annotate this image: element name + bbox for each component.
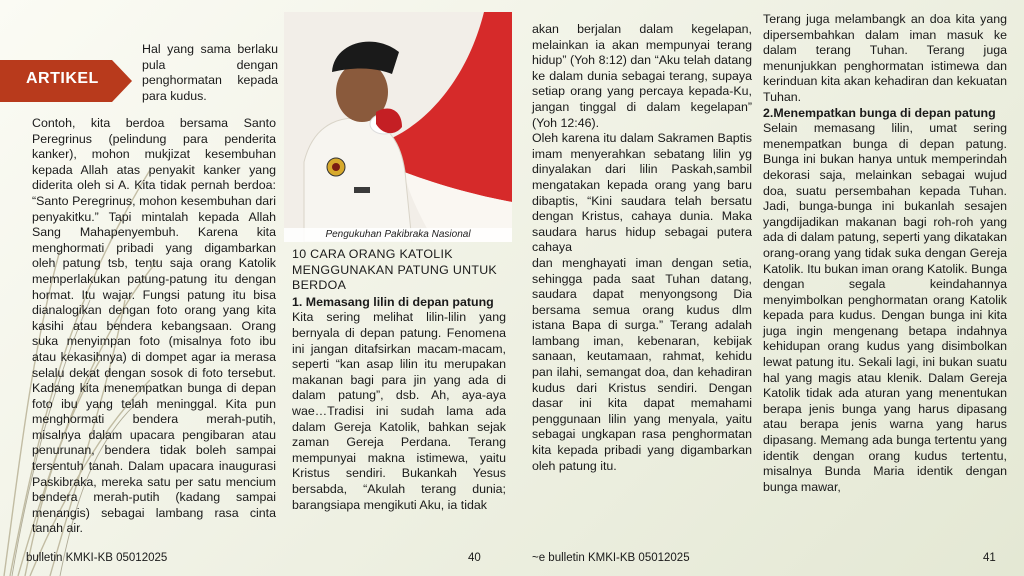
col2-body-text: Kita sering melihat lilin-lilin yang bernyala di depan patung. Fenomena ini jangan ditafsirkan macam-macam, seperti “kan asap lilin itu merupakan makanan bagi para jin yang ada di dalam patung”, dsb. Ah, aya-aya wae…Tradisi ini sudah lama ada dalam Gereja Katolik, bahkan sejak zaman Gereja Perdana. Terang mempunyai makna istimewa, yaitu Kristus sendiri. Bukankah Yesus bersabda, “Akulah terang dunia; barangsiapa mengikuti Aku, ia tidak <box>292 310 506 512</box>
col4 <box>763 12 1007 495</box>
col4-body-text: Selain memasang lilin, umat sering menempatkan bunga di depan patung. Bunga ini bukan hanya untuk memperindah dekorasi saja, melainkan sebagai wujud doa, suatu persembahan kepada Tuhan. Jadi, bunga-bunga ini bukanlah sesajen yangdijadikan makanan bagi roh-roh yang ada di dalam patung, seperti yang dikatakan orang-orang yang tidak suka dengan Gereja Katolik. Itu bukan iman orang Katolik. Bunga dengan segala keindahannya menyimbolkan penghormatan orang Katolik kepada para kudus. Dengan bunga ini kita juga ingin mengenang betapa indahnya kehidupan orang kudus yang disimbolkan lewat patung itu. Sekali lagi, ini bukan suatu hal yang magis atau klenik. Dalam Gereja Katolik tidak ada aturan yang menentukan berapa jenis bunga yang harus dipasang atau berapa jenis warna yang harus dipasang. Memang ada bunga tertentu yang identik dengan orang kudus tertentu, misalnya Bunda Maria identik dengan bunga mawar, <box>763 121 1007 494</box>
col3-paragraph-2: Oleh karena itu dalam Sakramen Baptis imam menyerahkan sebatang lilin yg dinyalakan dari lilin Paskah,sambil mengatakan kepada orang yang baru dibaptis, “Kini saudara telah bersatu dengan Kristus, cahaya dunia. Maka saudara harus hidup sebagai putera cahaya <box>532 131 752 255</box>
artikel-label: ARTIKEL <box>26 70 99 87</box>
photo-paskibraka <box>284 12 512 242</box>
photo-caption: Pengukuhan Pakibraka Nasional <box>284 228 512 242</box>
photo-illustration <box>284 12 512 242</box>
article-title: 10 CARA ORANG KATOLIK MENGGUNAKAN PATUNG UNTUK BERDOA <box>292 247 498 293</box>
section-heading-2: 2.Menempatkan bunga di depan patung <box>763 105 996 120</box>
col1-intro-text: Hal yang sama berlaku pula dengan penghormatan kepada para kudus. <box>142 42 278 103</box>
col1-body <box>32 116 276 537</box>
footer-bulletin-right: ~e bulletin KMKI-KB 05012025 <box>532 552 690 564</box>
section-heading-1: 1. Memasang lilin di depan patung <box>292 294 494 309</box>
col3-paragraph-3: dan menghayati iman dengan setia, sehingga pada saat Tuhan datang, saudara dapat menyongsong Dia bersama semua orang kudus dlm istana Bapa di surga.” Terang adalah lambang iman, kebenaran, kebijak sanaan, keutamaan, rahmat, kehidu pan ilahi, semangat doa, dan kehadiran kudus dari Kristus sendiri. Dengan dasar ini kita dapat memahami penggunaan lilin yang menyala, yaitu sebagai ungkapan rasa penghormatan kita kepada pribadi yang digambarkan oleh patung itu. <box>532 255 752 473</box>
col1-body-text: Contoh, kita berdoa bersama Santo Peregrinus (pelindung para penderita kanker), mohon mukjizat kesembuhan kepada Allah atas penyakit kanker yang diderita oleh si A. Kita tidak pernah berdoa: “Santo Peregrinus, mohon kesembuhan dari penyakitku.” Tapi mintalah kepada Allah Sang Mahapenyembuh. Karena kita menghormati pribadi yang digambarkan oleh patung tsb, tentu saja orang Katolik memperlakukan patung-patung itu dengan hormat. Itu wajar. Fungsi patung itu bisa dianalogikan dengan foto orang yang kita kasihi atau bendera kebangsaan. Orang suka menyimpan foto (misalnya foto ibu atau kekasihnya) di dompet agar ia merasa selalu dekat dengan sosok di foto tersebut. Kadang kita menempatkan bunga di depan foto ibu yang telah meninggal. Kita pun menghormati bendera merah-putih, misalnya dalam upacara pengibaran atau penurunan, bendera tidak boleh sampai tersentuh tanah. Dalam upacara inaugurasi Paskibraka, mereka satu per satu mencium bendera merah-putih (kadang sampai menangis) sebagai lambang rasa cinta tanah air. <box>32 116 276 536</box>
page-number-right: 41 <box>983 552 996 564</box>
col3-paragraph-1: akan berjalan dalam kegelapan, melainkan ia akan mempunyai terang hidup” (Yoh 8:12) dan “Aku telah datang ke dalam dunia sebagai terang, supaya setiap orang yang percaya kepada-Ku, jangan tinggal di dalam kegelapan” (Yoh 12:46). <box>532 22 752 130</box>
col4-paragraph-1: Terang juga melambangk an doa kita yang dipersembahkan dalam iman masuk ke dalam terang Tuhan. Terang juga menunjukkan penghormatan istimewa dan kerinduan kita akan kehadiran dan kekuatan Tuhan. <box>763 12 1007 104</box>
footer-bulletin-left: bulletin KMKI-KB 05012025 <box>26 552 168 564</box>
col2 <box>292 247 506 513</box>
col1-intro <box>142 42 278 104</box>
page-number-left: 40 <box>468 552 481 564</box>
col3 <box>532 22 752 474</box>
